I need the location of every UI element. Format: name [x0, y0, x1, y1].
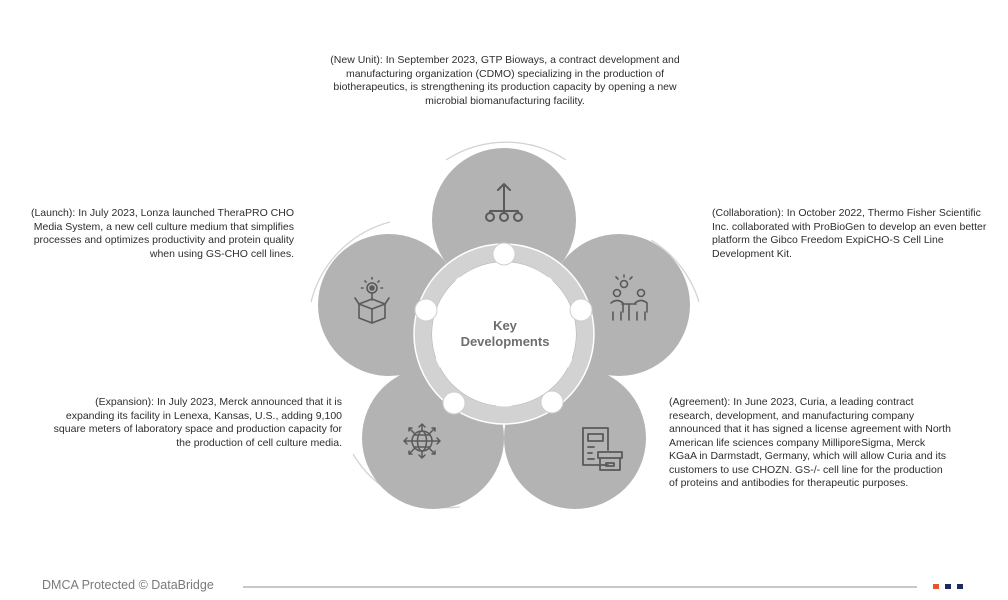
development-text-agreement: (Agreement): In June 2023, Curia, a leading contract research, development, and manufacturing company announced that it has signed a license agreement with North American life sciences company MilliporeSigma, Merck KGaA in Darmstadt, Germany, which will allow Curia and its customers to use CHOZN. GS-/- cell line for the production of proteins and antibodies for therapeutic purposes.: [669, 396, 951, 489]
connector-dot: [415, 299, 437, 321]
development-text-expansion: (Expansion): In July 2023, Merck announced that it is expanding its facility in Lenexa, Kansas, U.S., adding 9,100 square meters of laboratory space and production capacity for the production of cell culture media.: [53, 396, 342, 449]
globe-arrows-icon: [404, 424, 440, 458]
center-title-line1: Key: [493, 318, 517, 333]
connector-dot: [570, 299, 592, 321]
development-text-new-unit: (New Unit): In September 2023, GTP Bioways, a contract development and manufacturing organization (CDMO) specializing in the production of biotherapeutics, is strengthening its production capacity by opening a new microbial biomanufacturing facility.: [330, 54, 680, 107]
footer-square-orange: [933, 584, 939, 589]
footer-divider: [243, 586, 917, 588]
footer-square-navy: [945, 584, 951, 589]
development-text-collaboration: (Collaboration): In October 2022, Thermo Fisher Scientific Inc. collaborated with ProBioGen to develop an even better platform the Gibco Freedom ExpiCHO-S Cell Line Development Kit.: [712, 207, 987, 260]
development-text-launch: (Launch): In July 2023, Lonza launched TheraPRO CHO Media System, a new cell culture medium that simplifies processes and optimizes productivity and protein quality when using GS-CHO cell lines.: [30, 207, 294, 260]
connector-dot: [443, 392, 465, 414]
connector-dot: [541, 391, 563, 413]
center-title-line2: Developments: [460, 334, 550, 349]
footer-square-navy: [957, 584, 963, 589]
connector-dot: [493, 243, 515, 265]
footer-copyright: DMCA Protected © DataBridge: [42, 578, 214, 592]
